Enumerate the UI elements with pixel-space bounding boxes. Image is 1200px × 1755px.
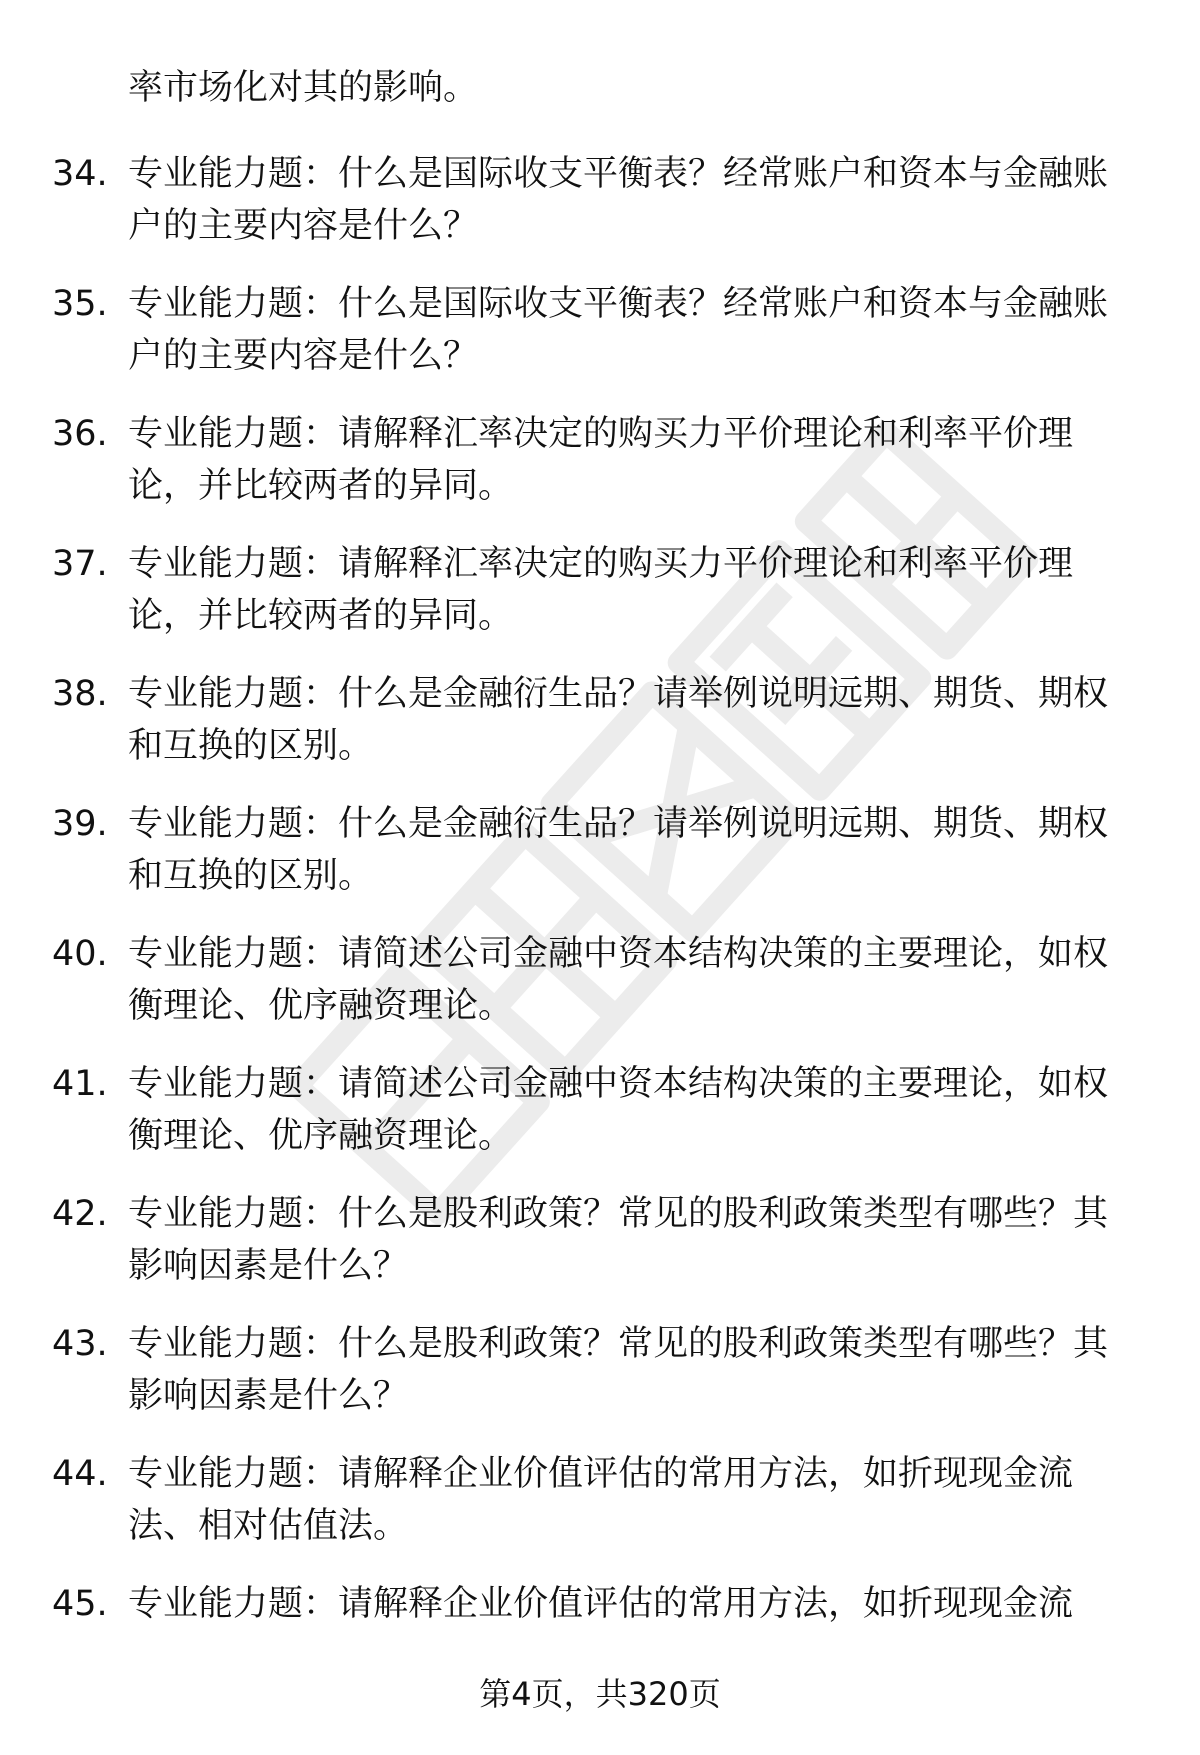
question-number: 35.	[52, 284, 108, 324]
question-number: 44.	[52, 1454, 108, 1494]
question-item	[0, 1058, 1200, 1188]
question-number: 36.	[52, 414, 108, 454]
question-item	[0, 408, 1200, 538]
question-item	[0, 148, 1200, 278]
question-item	[0, 1318, 1200, 1448]
question-text-line: 专业能力题：请解释企业价值评估的常用方法，如折现现金流	[128, 1454, 1074, 1494]
question-text-line: 法、相对估值法。	[128, 1506, 409, 1546]
question-text-line: 专业能力题：请解释汇率决定的购买力平价理论和利率平价理	[128, 414, 1074, 454]
question-text-line: 影响因素是什么？	[128, 1246, 409, 1286]
question-list	[0, 148, 1200, 1708]
question-number: 45.	[52, 1584, 108, 1624]
question-text-line: 专业能力题：什么是国际收支平衡表？经常账户和资本与金融账	[128, 284, 1109, 324]
question-text-line: 专业能力题：请解释企业价值评估的常用方法，如折现现金流	[128, 1584, 1074, 1624]
question-text-line: 影响因素是什么？	[128, 1376, 409, 1416]
question-text-line: 衡理论、优序融资理论。	[128, 1116, 514, 1156]
question-text-line: 专业能力题：什么是金融衍生品？请举例说明远期、期货、期权	[128, 804, 1109, 844]
question-number: 40.	[52, 934, 108, 974]
question-number: 34.	[52, 154, 108, 194]
question-text-line: 论，并比较两者的异同。	[128, 596, 514, 636]
question-text-line: 和互换的区别。	[128, 726, 374, 766]
question-item	[0, 668, 1200, 798]
question-text	[128, 1318, 1148, 1422]
question-text-line: 专业能力题：请简述公司金融中资本结构决策的主要理论，如权	[128, 934, 1109, 974]
question-number: 37.	[52, 544, 108, 584]
question-text	[128, 1578, 1148, 1630]
question-number: 38.	[52, 674, 108, 714]
question-text-line: 衡理论、优序融资理论。	[128, 986, 514, 1026]
question-text	[128, 1058, 1148, 1162]
question-number: 41.	[52, 1064, 108, 1104]
question-item	[0, 538, 1200, 668]
question-text-line: 专业能力题：请解释汇率决定的购买力平价理论和利率平价理	[128, 544, 1074, 584]
question-text-line: 和互换的区别。	[128, 856, 374, 896]
question-text-line: 专业能力题：什么是股利政策？常见的股利政策类型有哪些？其	[128, 1324, 1109, 1364]
question-text	[128, 798, 1148, 902]
question-text-line: 专业能力题：什么是金融衍生品？请举例说明远期、期货、期权	[128, 674, 1109, 714]
question-number: 42.	[52, 1194, 108, 1234]
page-footer: 第4页，共320页	[479, 1675, 721, 1713]
question-text	[128, 668, 1148, 772]
question-text	[128, 928, 1148, 1032]
question-text-line: 专业能力题：什么是股利政策？常见的股利政策类型有哪些？其	[128, 1194, 1109, 1234]
question-text	[128, 1448, 1148, 1552]
question-text	[128, 408, 1148, 512]
question-text	[128, 148, 1148, 252]
question-item	[0, 278, 1200, 408]
question-item	[0, 1448, 1200, 1578]
question-text-line: 户的主要内容是什么？	[128, 336, 479, 376]
question-item	[0, 928, 1200, 1058]
question-item	[0, 798, 1200, 928]
question-text	[128, 278, 1148, 382]
question-text-line: 专业能力题：请简述公司金融中资本结构决策的主要理论，如权	[128, 1064, 1109, 1104]
question-item	[0, 1188, 1200, 1318]
question-text	[128, 1188, 1148, 1292]
question-text-line: 论，并比较两者的异同。	[128, 466, 514, 506]
continuation-text: 率市场化对其的影响。	[128, 68, 479, 108]
question-text-line: 户的主要内容是什么？	[128, 206, 479, 246]
question-text	[128, 538, 1148, 642]
question-text-line: 专业能力题：什么是国际收支平衡表？经常账户和资本与金融账	[128, 154, 1109, 194]
question-number: 39.	[52, 804, 108, 844]
question-number: 43.	[52, 1324, 108, 1364]
